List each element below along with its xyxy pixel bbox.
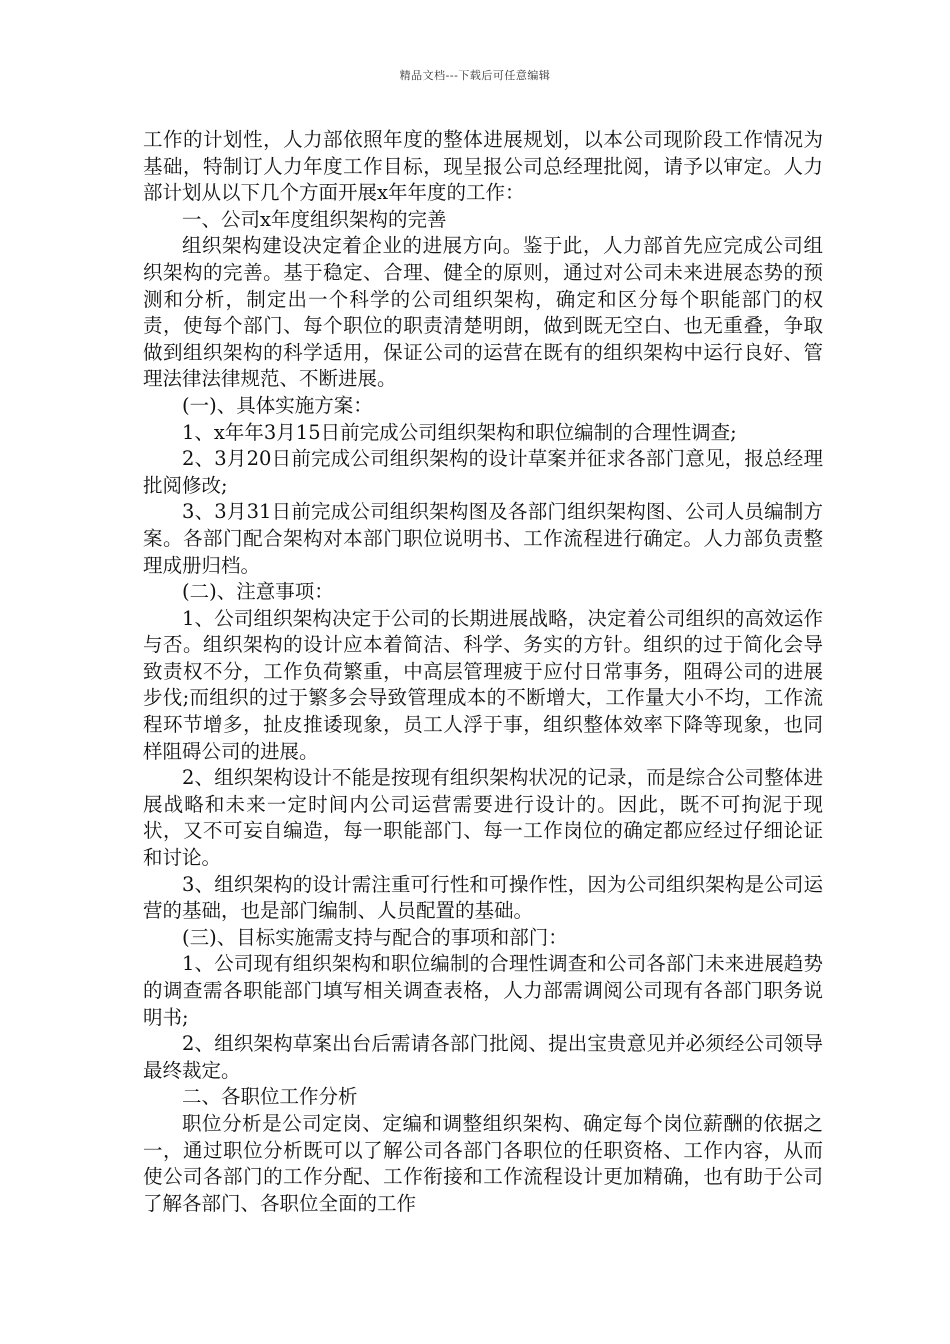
document-body [143,127,823,1217]
paragraph: 职位分析是公司定岗、定编和调整组织架构、确定每个岗位薪酬的依据之一，通过职位分析既可以了解公司各部门各职位的任职资格、工作内容，从而使公司各部门的工作分配、工作衔接和工作流程设计更加精确，也有助于公司了解各部门、各职位全面的工作 [143,1111,823,1215]
list-item: 1、公司组织架构决定于公司的长期进展战略，决定着公司组织的高效运作与否。组织架构的设计应本着简洁、科学、务实的方针。组织的过于简化会导致责权不分，工作负荷繁重，中高层管理疲于应付日常事务，阻碍公司的进展步伐;而组织的过于繁多会导致管理成本的不断增大，工作量大小不均，工作流程环节增多，扯皮推诿现象，员工人浮于事，组织整体效率下降等现象，也同样阻碍公司的进展。 [143,606,823,763]
subsection-heading: (二)、注意事项： [182,580,334,604]
list-item: 2、组织架构设计不能是按现有组织架构状况的记录，而是综合公司整体进展战略和未来一定时间内公司运营需要进行设计的。因此，既不可拘泥于现状，又不可妄自编造，每一职能部门、每一工作岗位的确定都应经过仔细论证和讨论。 [143,766,823,870]
list-item: 3、3月31日前完成公司组织架构图及各部门组织架构图、公司人员编制方案。各部门配合架构对本部门职位说明书、工作流程进行确定。人力部负责整理成册归档。 [143,500,823,577]
list-item: 1、x年年3月15日前完成公司组织架构和职位编制的合理性调查; [182,420,737,444]
list-item: 3、组织架构的设计需注重可行性和可操作性，因为公司组织架构是公司运营的基础，也是部门编制、人员配置的基础。 [143,872,823,923]
paragraph: 组织架构建设决定着企业的进展方向。鉴于此，人力部首先应完成公司组织架构的完善。基于稳定、合理、健全的原则，通过对公司未来进展态势的预测和分析，制定出一个科学的公司组织架构，确定和区分每个职能部门的权责，使每个部门、每个职位的职责清楚明朗，做到既无空白、也无重叠，争取做到组织架构的科学适用，保证公司的运营在既有的组织架构中运行良好、管理法律法律规范、不断进展。 [143,234,823,391]
list-item: 2、3月20日前完成公司组织架构的设计草案并征求各部门意见，报总经理批阅修改; [143,447,823,497]
section-heading-1: 一、公司x年度组织架构的完善 [182,207,447,231]
section-heading-2: 二、各职位工作分析 [182,1085,358,1109]
list-item: 2、组织架构草案出台后需请各部门批阅、提出宝贵意见并必须经公司领导最终裁定。 [143,1032,823,1082]
page-header: 精品文档---下载后可任意编辑 [399,69,551,82]
paragraph-intro: 工作的计划性，人力部依照年度的整体进展规划，以本公司现阶段工作情况为基础，特制订人力年度工作目标，现呈报公司总经理批阅，请予以审定。人力部计划从以下几个方面开展x年年度的工作： [143,128,823,205]
list-item: 1、公司现有组织架构和职位编制的合理性调查和公司各部门未来进展趋势的调查需各职能部门填写相关调查表格，人力部需调阅公司现有各部门职务说明书; [143,952,823,1029]
subsection-heading: (一)、具体实施方案： [182,393,373,417]
subsection-heading: (三)、目标实施需支持与配合的事项和部门： [182,925,568,949]
